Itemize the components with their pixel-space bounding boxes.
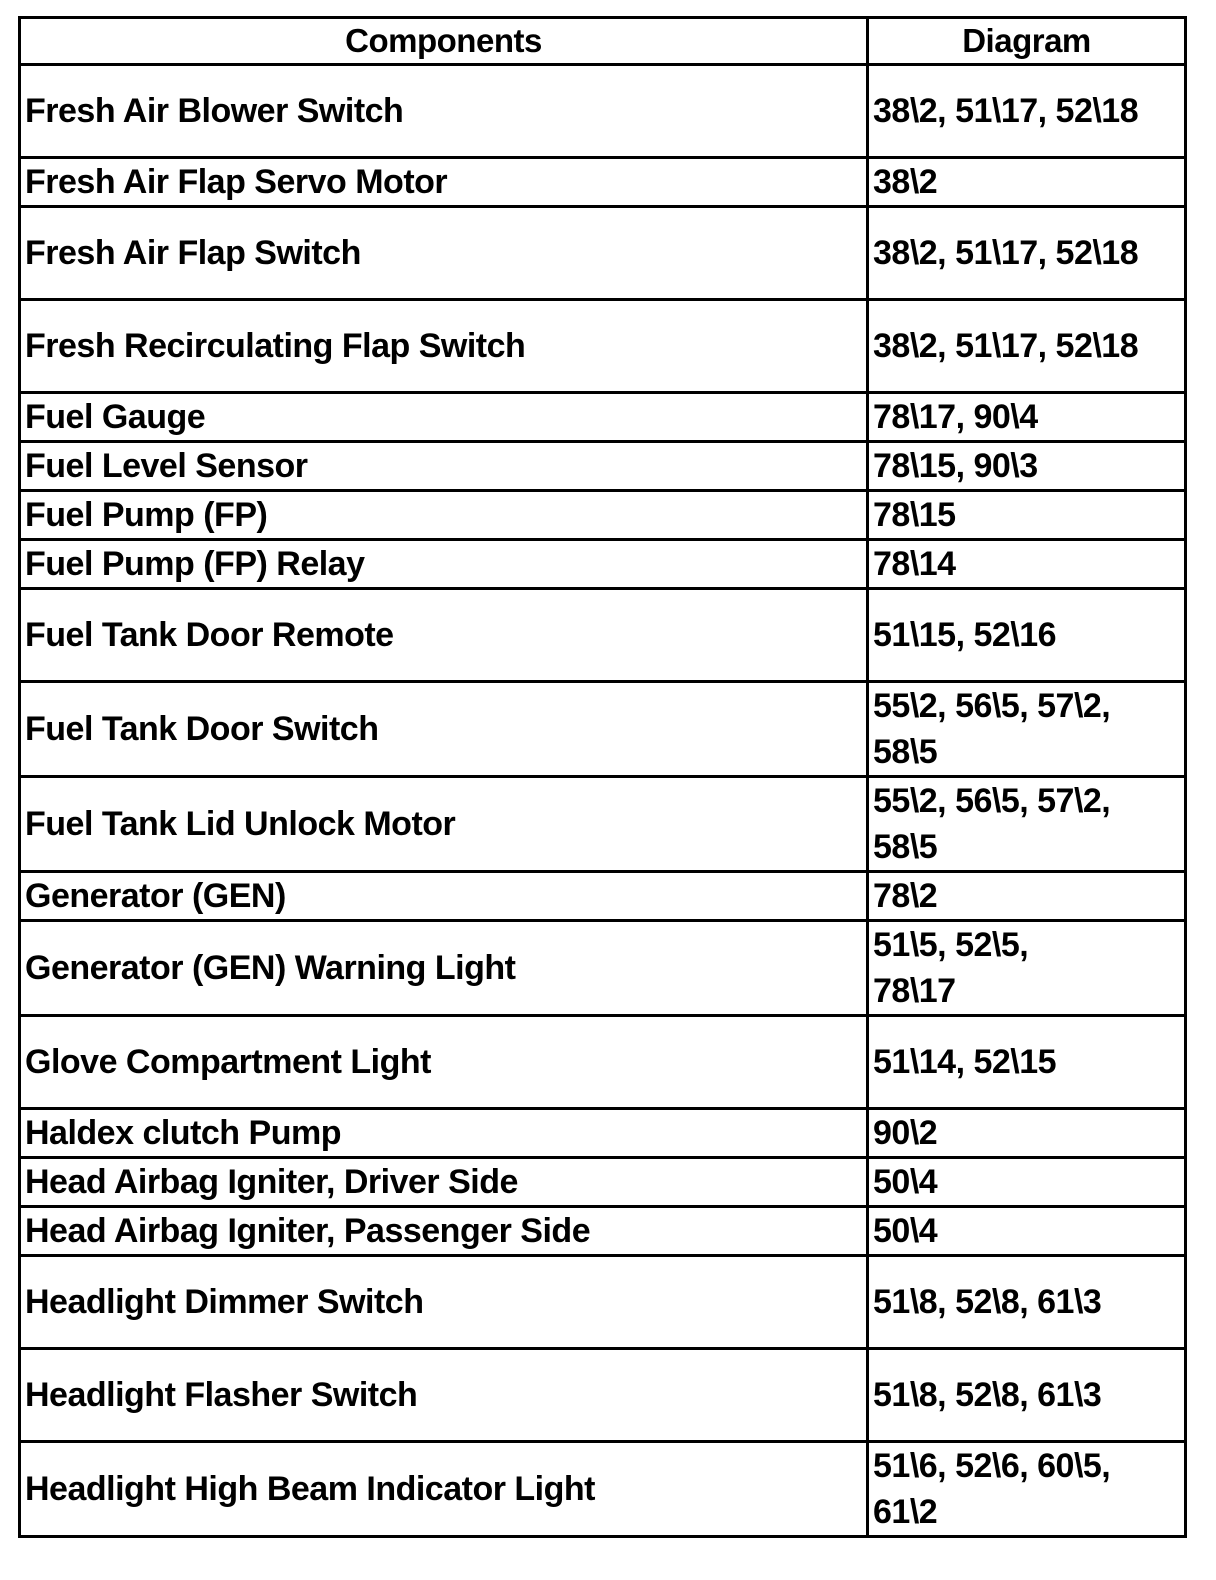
component-cell: Fresh Air Flap Switch (20, 207, 868, 300)
diagram-cell: 78\14 (868, 540, 1186, 589)
table-header-row (20, 18, 1186, 65)
diagram-cell: 51\8, 52\8, 61\3 (868, 1349, 1186, 1442)
component-cell: Headlight Flasher Switch (20, 1349, 868, 1442)
table-row (20, 207, 1186, 300)
table-row (20, 393, 1186, 442)
diagram-cell: 51\14, 52\15 (868, 1016, 1186, 1109)
component-cell: Fuel Tank Door Switch (20, 682, 868, 777)
component-cell: Headlight High Beam Indicator Light (20, 1442, 868, 1537)
component-cell: Fresh Air Flap Servo Motor (20, 158, 868, 207)
table-row (20, 682, 1186, 777)
table-row (20, 1256, 1186, 1349)
diagram-cell: 38\2 (868, 158, 1186, 207)
column-header-diagram: Diagram (868, 18, 1186, 65)
table-row (20, 1109, 1186, 1158)
diagram-cell: 38\2, 51\17, 52\18 (868, 300, 1186, 393)
table-row (20, 540, 1186, 589)
component-cell: Headlight Dimmer Switch (20, 1256, 868, 1349)
component-cell: Fuel Gauge (20, 393, 868, 442)
column-header-components: Components (20, 18, 868, 65)
component-cell: Fuel Pump (FP) Relay (20, 540, 868, 589)
table-row (20, 300, 1186, 393)
component-cell: Generator (GEN) Warning Light (20, 921, 868, 1016)
diagram-cell: 50\4 (868, 1207, 1186, 1256)
diagram-cell: 78\2 (868, 872, 1186, 921)
component-cell: Haldex clutch Pump (20, 1109, 868, 1158)
diagram-cell: 51\8, 52\8, 61\3 (868, 1256, 1186, 1349)
components-diagram-table (18, 16, 1187, 1538)
table-row (20, 1349, 1186, 1442)
diagram-cell: 50\4 (868, 1158, 1186, 1207)
component-cell: Head Airbag Igniter, Driver Side (20, 1158, 868, 1207)
table-row (20, 1016, 1186, 1109)
diagram-cell: 90\2 (868, 1109, 1186, 1158)
diagram-cell: 78\15 (868, 491, 1186, 540)
table-row (20, 589, 1186, 682)
component-cell: Head Airbag Igniter, Passenger Side (20, 1207, 868, 1256)
component-cell: Fuel Pump (FP) (20, 491, 868, 540)
table-row (20, 442, 1186, 491)
table-row (20, 872, 1186, 921)
diagram-cell: 51\6, 52\6, 60\5, 61\2 (868, 1442, 1186, 1537)
table-row (20, 158, 1186, 207)
diagram-cell: 38\2, 51\17, 52\18 (868, 65, 1186, 158)
table-row (20, 65, 1186, 158)
diagram-cell: 55\2, 56\5, 57\2, 58\5 (868, 682, 1186, 777)
component-cell: Fuel Tank Door Remote (20, 589, 868, 682)
diagram-cell: 55\2, 56\5, 57\2, 58\5 (868, 777, 1186, 872)
table-row (20, 1442, 1186, 1537)
component-cell: Generator (GEN) (20, 872, 868, 921)
table-row (20, 1158, 1186, 1207)
component-cell: Fresh Recirculating Flap Switch (20, 300, 868, 393)
table-row (20, 921, 1186, 1016)
component-cell: Fuel Tank Lid Unlock Motor (20, 777, 868, 872)
diagram-cell: 78\15, 90\3 (868, 442, 1186, 491)
diagram-cell: 51\15, 52\16 (868, 589, 1186, 682)
table-row (20, 777, 1186, 872)
component-cell: Glove Compartment Light (20, 1016, 868, 1109)
component-cell: Fresh Air Blower Switch (20, 65, 868, 158)
diagram-cell: 38\2, 51\17, 52\18 (868, 207, 1186, 300)
diagram-cell: 51\5, 52\5, 78\17 (868, 921, 1186, 1016)
table-row (20, 1207, 1186, 1256)
component-cell: Fuel Level Sensor (20, 442, 868, 491)
table-row (20, 491, 1186, 540)
components-table-container (18, 16, 1184, 1538)
diagram-cell: 78\17, 90\4 (868, 393, 1186, 442)
